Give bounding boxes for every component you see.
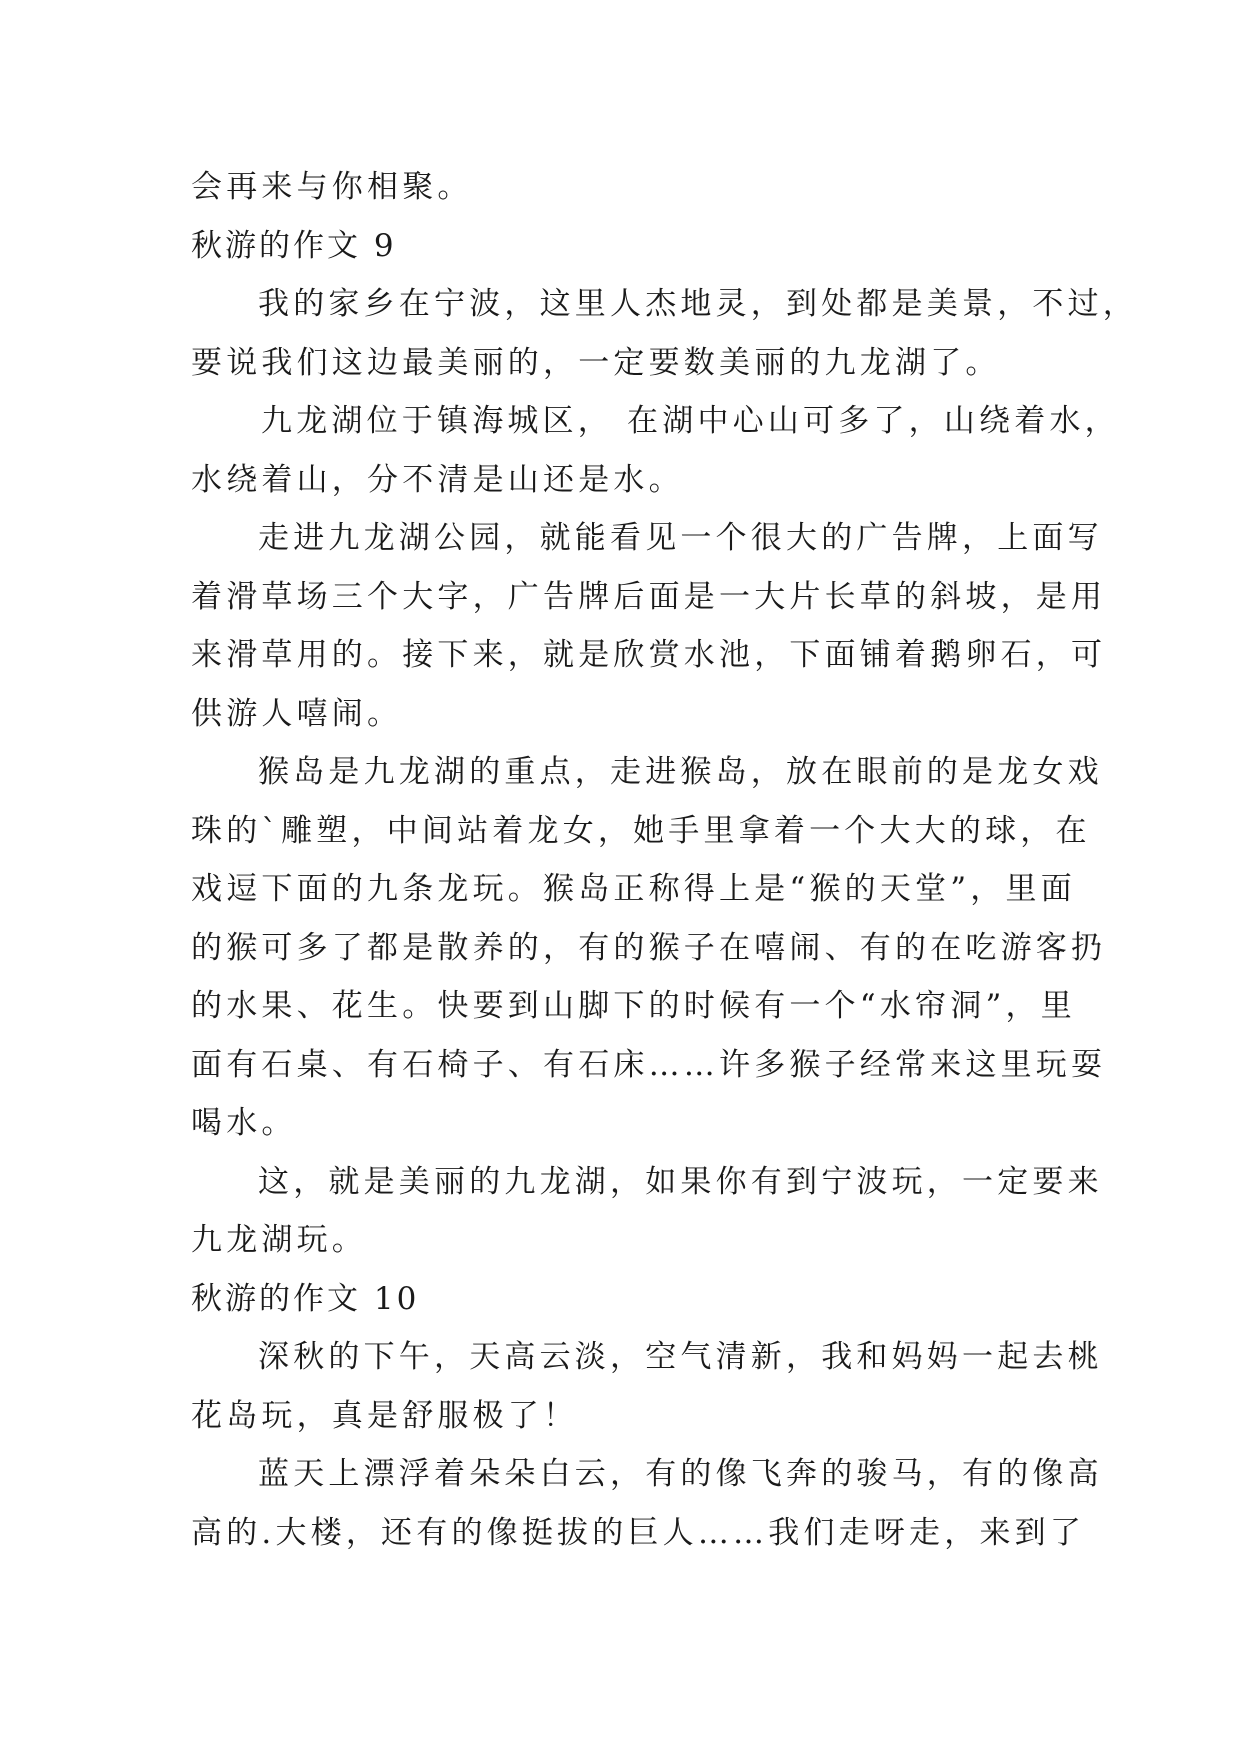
essay-heading-9: 秋游的作文 9 (191, 227, 397, 264)
paragraph-line: 九龙湖玩。 (191, 1222, 367, 1258)
essay-heading-10: 秋游的作文 10 (191, 1280, 420, 1317)
paragraph-line: 戏逗下面的九条龙玩。猴岛正称得上是“猴的天堂”，里面 (191, 871, 1076, 907)
paragraph-line: 我的家乡在宁波，这里人杰地灵，到处都是美景，不过， (258, 286, 1138, 322)
paragraph-line: 着滑草场三个大字，广告牌后面是一大片长草的斜坡，是用 (191, 578, 1107, 615)
text-line: 会再来与你相聚。 (191, 169, 473, 205)
paragraph-line: 面有石桌、有石椅子、有石床……许多猴子经常来这里玩耍 (191, 1046, 1107, 1083)
paragraph-line: 蓝天上漂浮着朵朵白云，有的像飞奔的骏马，有的像高 (258, 1456, 1103, 1492)
paragraph-line: 供游人嘻闹。 (191, 695, 403, 732)
paragraph-line: 九龙湖位于镇海城区， 在湖中心山可多了，山绕着水， (261, 403, 1120, 439)
paragraph-line: 深秋的下午，天高云淡，空气清新，我和妈妈一起去桃 (258, 1339, 1103, 1375)
paragraph-line: 的猴可多了都是散养的，有的猴子在嘻闹、有的在吃游客扔 (191, 929, 1107, 966)
paragraph-line: 高的.大楼，还有的像挺拔的巨人……我们走呀走，来到了 (191, 1514, 1086, 1551)
paragraph-line: 喝水。 (191, 1105, 297, 1141)
paragraph-line: 的水果、花生。快要到山脚下的时候有一个“水帘洞”，里 (191, 988, 1076, 1024)
paragraph-line: 花岛玩，真是舒服极了！ (191, 1397, 579, 1434)
document-body (191, 158, 1138, 1562)
paragraph-line: 珠的`雕塑，中间站着龙女，她手里拿着一个大大的球，在 (191, 812, 1091, 849)
paragraph-line: 水绕着山，分不清是山还是水。 (191, 461, 684, 498)
paragraph-line: 猴岛是九龙湖的重点，走进猴岛，放在眼前的是龙女戏 (258, 754, 1103, 790)
paragraph-line: 要说我们这边最美丽的，一定要数美丽的九龙湖了。 (191, 344, 1001, 381)
paragraph-line: 来滑草用的。接下来，就是欣赏水池，下面铺着鹅卵石，可 (191, 637, 1107, 673)
paragraph-line: 这，就是美丽的九龙湖，如果你有到宁波玩，一定要来 (258, 1163, 1103, 1200)
paragraph-line: 走进九龙湖公园，就能看见一个很大的广告牌，上面写 (258, 520, 1103, 556)
